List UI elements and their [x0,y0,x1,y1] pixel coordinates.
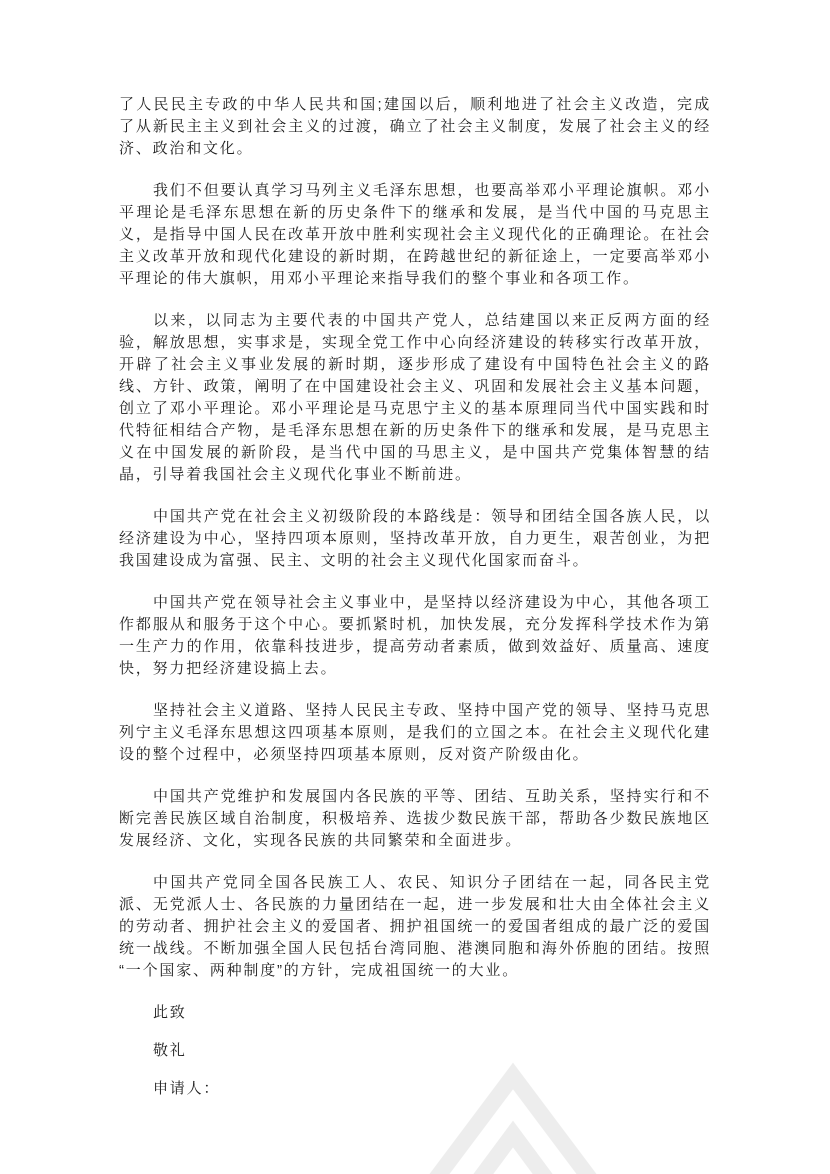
document-body [119,94,711,1116]
body-paragraph: 了人民民主专政的中华人民共和国;建国以后，顺利地进了社会主义改造，完成了从新民主主义到社会主义的过渡，确立了社会主义制度，发展了社会主义的经济、政治和文化。 [119,96,711,157]
regards-line: 敬礼 [153,1042,187,1059]
body-paragraph: 中国共产党在领导社会主义事业中，是坚持以经济建设为中心，其他各项工作都服从和服务于这个中心。要抓紧时机，加快发展，充分发挥科学技术作为第一生产力的作用，依靠科技进步，提高劳动者素质，做到效益好、质量高、速度快，努力把经济建设搞上去。 [119,594,711,677]
body-paragraph: 中国共产党同全国各民族工人、农民、知识分子团结在一起，同各民主党派、无党派人士、各民族的力量团结在一起，进一步发展和壮大由全体社会主义的劳动者、拥护社会主义的爱国者、拥护祖国统一的爱国者组成的最广泛的爱国统一战线。不断加强全国人民包括台湾同胞、港澳同胞和海外侨胞的团结。按照“一个国家、两种制度”的方针，完成祖国统一的大业。 [119,874,711,979]
body-paragraph: 中国共产党在社会主义初级阶段的本路线是：领导和团结全国各族人民，以经济建设为中心，坚持四项本原则，坚持改革开放，自力更生，艰苦创业，为把我国建设成为富强、民主、文明的社会主义现代化国家而奋斗。 [119,508,711,569]
body-paragraph: 中国共产党维护和发展国内各民族的平等、团结、互助关系，坚持实行和不断完善民族区域自治制度，积极培养、选拔少数民族干部，帮助各少数民族地区发展经济、文化，实现各民族的共同繁荣和全面进步。 [119,788,711,849]
applicant-label: 申请人： [153,1080,221,1097]
body-paragraph: 坚持社会主义道路、坚持人民民主专政、坚持中国产党的领导、坚持马克思列宁主义毛泽东思想这四项基本原则，是我们的立国之本。在社会主义现代化建设的整个过程中，必须坚持四项基本原则，反对资产阶级由化。 [119,702,711,763]
body-paragraph: 以来，以同志为主要代表的中国共产党人，总结建国以来正反两方面的经验，解放思想，实事求是，实现全党工作中心向经济建设的转移实行改革开放，开辟了社会主义事业发展的新时期，逐步形成了建设有中国特色社会主义的路线、方针、政策，阐明了在中国建设社会主义、巩固和发展社会主义基本问题，创立了邓小平理论。邓小平理论是马克思宁主义的基本原理同当代中国实践和时代特征相结合产物，是毛泽东思想在新的历史条件下的继承和发展，是马克思主义在中国发展的新阶段，是当代中国的马思主义，是中国共产党集体智慧的结晶，引导着我国社会主义现代化事业不断前进。 [119,312,711,483]
body-paragraph: 我们不但要认真学习马列主义毛泽东思想，也要高举邓小平理论旗帜。邓小平理论是毛泽东思想在新的历史条件下的继承和发展，是当代中国的马克思主义，是指导中国人民在改革开放中胜利实现社会主义现代化的正确理论。在社会主义改革开放和现代化建设的新时期，在跨越世纪的新征途上，一定要高举邓小平理论的伟大旗帜，用邓小平理论来指导我们的整个事业和各项工作。 [119,182,711,287]
salute-line: 此致 [153,1004,187,1021]
